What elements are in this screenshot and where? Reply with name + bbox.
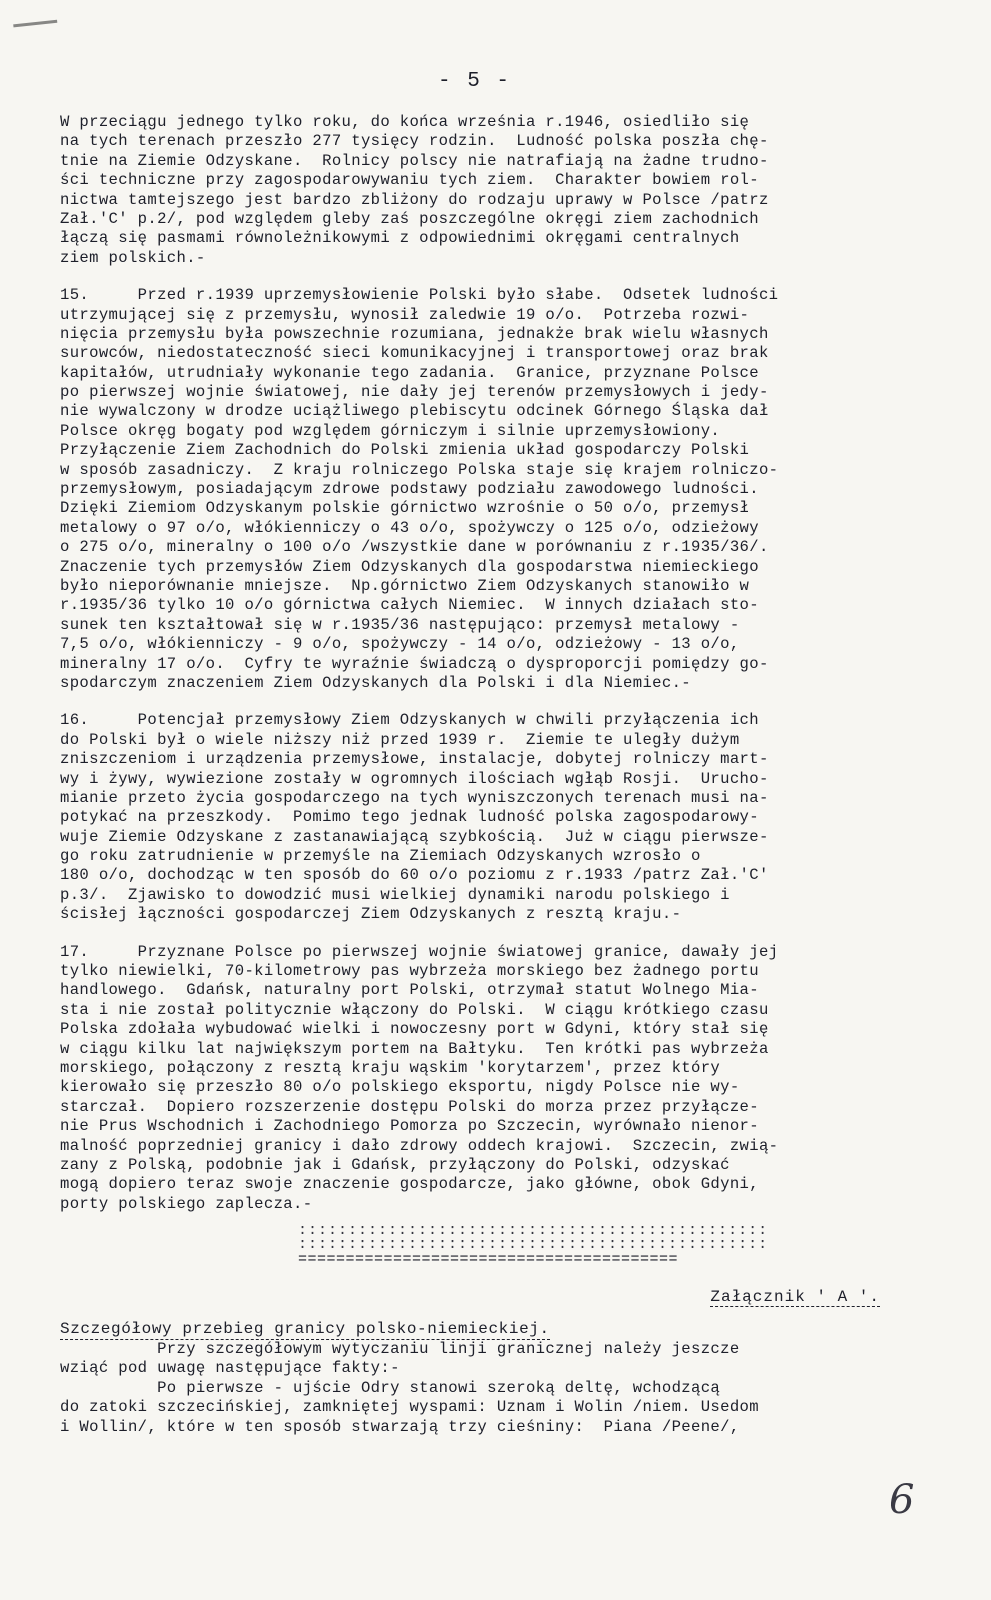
section-16-line: ścisłej łączności gospodarczej Ziem Odzyskanych z resztą kraju.-: [60, 905, 682, 924]
section-17-line: w ciągu kilku lat największym portem na Bałtyku. Ten krótki pas wybrzeża: [60, 1039, 769, 1058]
border-section-line: Po pierwsze - ujście Odry stanowi szeroką deltę, wchodzącą: [60, 1378, 721, 1397]
section-15-line: 15. Przed r.1939 uprzemysłowienie Polski było słabe. Odsetek ludności: [60, 286, 779, 305]
section-15-line: przemysłowym, posiadającym zdrowe podstawy podziału zawodowego ludności.: [60, 480, 759, 499]
attachment-label: Załącznik ' A '.: [710, 1288, 880, 1307]
border-section-line: Przy szczegółowym wytyczaniu linji granicznej należy jeszcze: [60, 1340, 740, 1359]
section-17-line: sta i nie został politycznie włączony do Polski. W ciągu krótkiego czasu: [60, 1000, 769, 1019]
section-15-line: mineralny 17 o/o. Cyfry te wyraźnie świadczą o dysproporcji pomiędzy go-: [60, 654, 769, 673]
intro-line: ziem polskich.-: [60, 248, 206, 267]
border-section-title: Szczegółowy przebieg granicy polsko-niemieckiej.: [60, 1320, 550, 1339]
intro-paragraph: [60, 113, 938, 268]
section-17-line: morskiego, połączony z resztą kraju wąskim 'korytarzem', przez który: [60, 1058, 721, 1077]
section-16-line: 180 o/o, dochodząc w ten sposób do 60 o/o poziomu z r.1933 /patrz Zał.'C': [60, 866, 769, 885]
section-16-line: do Polski był o wiele niższy niż przed 1939 r. Ziemie te uległy dużym: [60, 730, 740, 749]
section-15-line: kapitałów, utrudniały wykonanie tego zadania. Granice, przyznane Polsce: [60, 363, 759, 382]
document-body: [60, 113, 938, 1437]
section-16-line: 16. Potencjał przemysłowy Ziem Odzyskanych w chwili przyłączenia ich: [60, 711, 759, 730]
section-15-line: w sposób zasadniczy. Z kraju rolniczego Polska staje się krajem rolniczo-: [60, 460, 779, 479]
intro-line: ści techniczne przy zagospodarowywaniu tych ziem. Charakter bowiem rol-: [60, 171, 759, 190]
section-15-line: 7,5 o/o, włókienniczy - 9 o/o, spożywczy - 14 o/o, odzieżowy - 13 o/o,: [60, 635, 740, 654]
section-title-wrap: [60, 1318, 938, 1340]
section-15-line: utrzymującej się z przemysłu, wynosił zaledwie 19 o/o. Potrzeba rozwi-: [60, 305, 750, 324]
section-16-line: go roku zatrudnienie w przemyśle na Ziemiach Odzyskanych wzrosło o: [60, 847, 701, 866]
section-17-line: kierowało się przeszło 80 o/o polskiego eksportu, nigdy Polsce nie wy-: [60, 1078, 740, 1097]
section-15-line: Polsce okręg bogaty pod względem górniczym i silnie uprzemysłowiony.: [60, 421, 721, 440]
intro-line: W przeciągu jednego tylko roku, do końca września r.1946, osiedliło się: [60, 113, 750, 131]
section-15-line: Znaczenie tych przemysłów Ziem Odzyskanych dla gospodarstwa niemieckiego: [60, 557, 759, 576]
section-17-line: starczał. Dopiero rozszerzenie dostępu Polski do morza przez przyłącze-: [60, 1097, 759, 1116]
section-17-line: malność poprzedniej granicy i dało zdrowy oddech krajowi. Szczecin, zwią-: [60, 1136, 779, 1155]
equals-separator: ========================================: [298, 1251, 679, 1269]
section-16-line: wy i żywy, wywiezione zostały w ogromnych ilościach wgłąb Rosji. Urucho-: [60, 769, 769, 788]
section-15-line: sunek ten kształtował się w r.1935/36 następująco: przemysł metalowy -: [60, 615, 740, 634]
border-section-line: do zatoki szczecińskiej, zamkniętej wyspami: Uznam i Wolin /niem. Usedom: [60, 1398, 759, 1417]
section-16-line: p.3/. Zjawisko to dowodzić musi wielkiej dynamiki narodu polskiego i: [60, 885, 730, 904]
section-17-line: 17. Przyznane Polsce po pierwszej wojnie światowej granice, dawały jej: [60, 942, 779, 961]
handwritten-page-number: 6: [889, 1477, 915, 1523]
dotted-separator-1: :::::::::::::::::::::::::::::::::::::::::::::::: [298, 1222, 769, 1240]
section-17-paragraph: [60, 943, 938, 1214]
section-17-line: tylko niewielki, 70-kilometrowy pas wybrzeża morskiego bez żadnego portu: [60, 962, 759, 981]
section-16-line: zniszczeniom i urządzenia przemysłowe, instalacje, dobytej rolniczy mart-: [60, 750, 769, 769]
section-17-line: nie Prus Wschodnich i Zachodniego Pomorza po Szczecin, wyrównało nienor-: [60, 1117, 759, 1136]
section-15-paragraph: [60, 286, 938, 693]
section-15-line: po pierwszej wojnie światowej, nie dały jej terenów przemysłowych i jedy-: [60, 383, 769, 402]
section-15-line: było nieporównanie mniejsze. Np.górnictwo Ziem Odzyskanych stanowiło w: [60, 576, 750, 595]
section-17-line: handlowego. Gdańsk, naturalny port Polski, otrzymał statut Wolnego Mia-: [60, 981, 759, 1000]
section-15-line: r.1935/36 tylko 10 o/o górnictwa całych Niemiec. W innych działach sto-: [60, 596, 759, 615]
section-17-line: Polska zdołała wybudować wielki i nowoczesny port w Gdyni, który stał się: [60, 1020, 769, 1039]
section-16-line: wuje Ziemie Odzyskane z zastanawiającą szybkością. Już w ciągu pierwsze-: [60, 827, 769, 846]
section-15-line: nie wywalczony w drodze uciążliwego plebiscytu odcinek Górnego Śląska dał: [60, 402, 769, 421]
section-15-line: nięcia przemysłu była powszechnie rozumiana, jednakże brak wielu własnych: [60, 324, 769, 343]
corner-mark: [13, 20, 59, 42]
attachment-label-wrap: [60, 1286, 880, 1308]
border-section-line: i Wollin/, które w ten sposób stwarzają trzy cieśniny: Piana /Peene/,: [60, 1417, 740, 1436]
section-17-line: mogą dopiero teraz swoje znaczenie gospodarcze, jako główne, obok Gdyni,: [60, 1175, 759, 1194]
section-17-line: porty polskiego zaplecza.-: [60, 1194, 313, 1213]
border-section-paragraph: [60, 1340, 938, 1437]
section-17-line: zany z Polską, podobnie jak i Gdańsk, przyłączony do Polski, odzyskać: [60, 1155, 730, 1174]
intro-line: Zał.'C' p.2/, pod względem gleby zaś poszczególne okręgi ziem zachodnich: [60, 209, 759, 228]
section-16-line: mianie przeto życia gospodarczego na tych wyniszczonych terenach musi na-: [60, 788, 769, 807]
border-section-line: wziąć pod uwagę następujące fakty:-: [60, 1359, 400, 1378]
intro-line: na tych terenach przeszło 277 tysięcy rodzin. Ludność polska poszła chę-: [60, 132, 769, 151]
section-16-line: potykać na przeszkody. Pomimo tego jednak ludność polska zagospodarowy-: [60, 808, 759, 827]
page-number: - 5 -: [438, 70, 512, 93]
section-15-line: spodarczym znaczeniem Ziem Odzyskanych dla Polski i dla Niemiec.-: [60, 673, 692, 692]
section-16-paragraph: [60, 711, 938, 924]
intro-line: nictwa tamtejszego jest bardzo zbliżony do rodzaju uprawy w Polsce /patrz: [60, 190, 769, 209]
dotted-separator-2: :::::::::::::::::::::::::::::::::::::::::::::::: [298, 1236, 769, 1254]
section-15-line: o 275 o/o, mineralny o 100 o/o /wszystkie dane w porównaniu z r.1935/36/.: [60, 538, 769, 557]
section-15-line: Przyłączenie Ziem Zachodnich do Polski zmienia układ gospodarczy Polski: [60, 441, 750, 460]
section-15-line: Dzięki Ziemiom Odzyskanym polskie górnictwo wzrośnie o 50 o/o, przemysł: [60, 499, 750, 518]
section-15-line: surowców, niedostateczność sieci komunikacyjnej i transportowej oraz brak: [60, 344, 769, 363]
intro-line: łączą się pasmami równoleżnikowymi z odpowiednimi okręgami centralnych: [60, 229, 740, 248]
intro-line: tnie na Ziemie Odzyskane. Rolnicy polscy nie natrafiają na żadne trudno-: [60, 151, 769, 170]
section-15-line: metalowy o 97 o/o, włókienniczy o 43 o/o, spożywczy o 125 o/o, odzieżowy: [60, 518, 759, 537]
